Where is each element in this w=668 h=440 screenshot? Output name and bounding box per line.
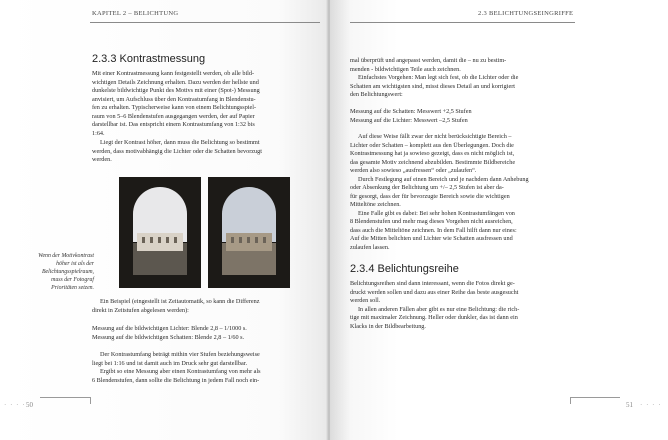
section-title-belichtungsreihe: 2.3.4 Belichtungsreihe — [350, 263, 459, 275]
caption-line: muss der Fotograf — [51, 277, 94, 283]
text-line: fen zu erhalten. Typischerweise kann von einem Belichtungsspiel- — [92, 104, 257, 111]
text-line: Einfachstes Vorgehen: Man legt sich fest, ob die Lichter oder die — [358, 74, 519, 81]
text-line: 1:64. — [92, 129, 105, 137]
left-page — [0, 0, 328, 440]
archway-photo-dark — [119, 177, 201, 288]
right-page — [330, 0, 668, 440]
caption-line: Belichtungsspielraum, — [41, 269, 94, 275]
text-line: Durch Festlegung auf einen Bereich und je nachdem dann Anhebung — [358, 175, 529, 183]
caption-line: Wenn der Motivkontrast — [38, 253, 94, 259]
text-line: wichtigen Details Zeichnung erhalten. Dazu werden der hellste und — [92, 78, 259, 86]
text-line: 8 Blendenstufen und mehr mag dieses Vorgehen nicht ausreichen, — [350, 218, 513, 225]
left-footer-tick — [90, 397, 91, 404]
right-running-header: 2.3 BELICHTUNGSEINGRIFFE — [478, 10, 574, 17]
text-line: In allen anderen Fällen aber gibt es nur eine Belichtung: die rich- — [358, 305, 520, 313]
measurement-line: Messung auf die Schatten: Messwert +2,5 Stufen — [350, 108, 472, 115]
right-page-number: 51 — [626, 401, 633, 409]
text-line: Mit einer Kontrastmessung kann festgestellt werden, ob alle bild- — [92, 70, 255, 77]
text-line: mal überprüft und angepasst werden, damit die – nu zu bestim- — [350, 57, 507, 64]
text-line: anvisiert, um Aufschluss über den Kontrastumfang in Blendenstu- — [92, 95, 256, 103]
text-line: für gesorgt, dass der für bevorzugte Bereich sowie die wichtigen — [350, 192, 510, 200]
text-line: Kontrastmessung hat ja sowieso gezeigt, dass es nicht möglich ist, — [350, 150, 515, 157]
text-line: werden soll. — [350, 297, 381, 304]
text-line: werden, dass motivabhängig die Lichter oder die Schatten bevorzugt — [92, 147, 262, 155]
caption-line: Prioritäten setzen. — [51, 285, 94, 291]
text-line: zulaufen lassen. — [350, 243, 390, 251]
text-line: Mitteltöne zeichnen. — [350, 201, 401, 208]
text-line: 6 Blendenstufen, dann sollte die Belichtung in jedem Fall noch ein- — [92, 376, 260, 384]
text-line: Auf die Mitten belichten und Lichter wie Schatten ausfressen und — [350, 235, 513, 242]
text-line: oder Absenkung der Belichtung um +/– 2,5 Stufen ist aber da- — [350, 184, 504, 191]
left-header-rule — [90, 22, 320, 23]
text-line: Klacks in der Bildbearbeitung. — [350, 322, 426, 330]
text-line: raum von 5–6 Blendenstufen ausgegangen werden, der auf Papier — [92, 112, 255, 120]
text-line: Belichtungsreihen sind dann interessant, wenn die Fotos direkt ge- — [350, 280, 515, 287]
text-line: dass auch die Mitteltöne zeichnen. In dem Fall hilft dann nur eines: — [350, 226, 517, 234]
left-page-number: 50 — [26, 401, 33, 409]
text-line: darstellbar ist. Das entspricht einem Kontrastumfang von 1:32 bis — [92, 121, 255, 128]
text-line: Schatten am wichtigsten sind, misst dieses Detail an und korrigiert — [350, 82, 515, 90]
left-running-header: KAPITEL 2 – BELICHTUNG — [92, 10, 179, 17]
palace-building — [226, 233, 272, 251]
palace-building — [137, 233, 183, 251]
text-line: werden. — [92, 156, 112, 163]
caption-line: höher ist als der — [56, 261, 94, 267]
text-line: das gesamte Motiv zeichnend abzubilden. Bestimmte Bildbereiche — [350, 158, 516, 166]
left-footer-dots: · · · · — [4, 401, 26, 409]
right-footer-tick — [570, 397, 571, 404]
measurement-line: Messung auf die bildwichtigen Schatten: Blende 2,8 – 1/60 s. — [92, 333, 245, 341]
measurement-line: Messung auf die Lichter: Messwert –2,5 Stufen — [350, 116, 468, 124]
text-line: tige mit maximaler Zeichnung. Heller oder dunkler, das ist dann ein — [350, 314, 518, 321]
archway-photo-bright — [208, 177, 290, 288]
left-footer-rule — [40, 397, 90, 398]
text-line: Auf diese Weise fällt zwar der nicht berücksichtigte Bereich – — [358, 133, 512, 140]
text-line: Lichter oder Schatten – komplett aus den Überlegungen. Doch die — [350, 141, 514, 149]
text-line: werden also sowieso „ausfressen“ oder „zulaufen“. — [350, 167, 477, 174]
right-header-rule — [350, 22, 575, 23]
text-line: menden - bildwichtigen Teile auch zeichnen. — [350, 65, 461, 73]
text-line: druckt werden sollen und dazu aus einer Reihe das beste ausgesucht — [350, 288, 519, 296]
right-footer-dots: · · · · — [640, 401, 662, 409]
section-title-kontrastmessung: 2.3.3 Kontrastmessung — [92, 53, 206, 65]
text-line: liegt bei 1:16 und ist damit auch im Druck sehr gut darstellbar. — [92, 359, 247, 367]
text-line: den Belichtungswert: — [350, 91, 403, 98]
right-footer-rule — [570, 397, 620, 398]
measurement-line: Messung auf die bildwichtigen Lichter: Blende 2,8 – 1/1000 s. — [92, 325, 247, 332]
text-line: direkt in Zeitstufen abgelesen werden): — [92, 306, 189, 314]
text-line: dunkelste bildwichtige Punkt des Motivs mit einer (Spot-) Messung — [92, 87, 260, 94]
text-line: Der Kontrastumfang beträgt mithin vier Stufen beziehungsweise — [100, 351, 260, 358]
text-line: Ergibt so eine Messung aber einen Kontrastumfang von mehr als — [100, 368, 261, 375]
text-line: Eine Falle gibt es dabei: Bei sehr hohen Kontrastumfängen von — [358, 209, 515, 217]
archway-opening — [133, 187, 187, 275]
text-line: Liegt der Kontrast höher, dann muss die Belichtung so bestimmt — [100, 139, 260, 146]
text-line: Ein Beispiel (eingestellt ist Zeitautomatik, so kann die Differenz — [100, 298, 260, 305]
archway-opening — [222, 187, 276, 275]
